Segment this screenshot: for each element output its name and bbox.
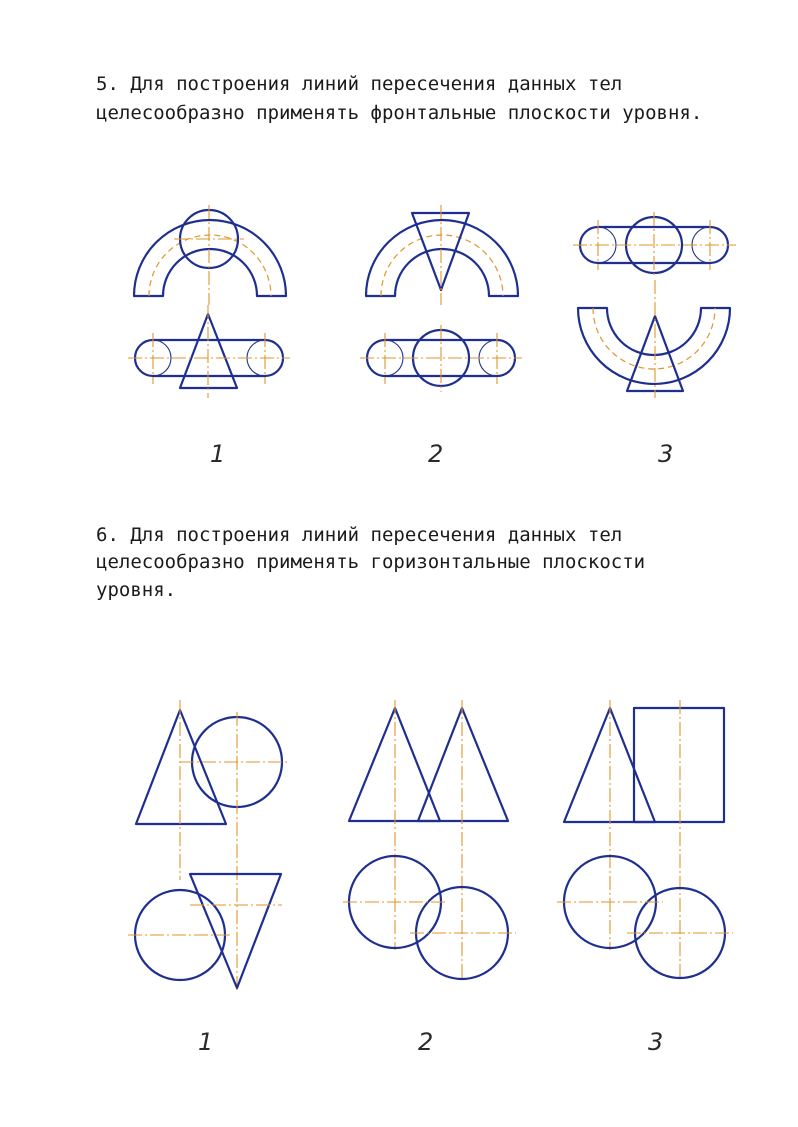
axis-line [360,325,522,392]
half-ring-midline [149,235,271,296]
q5-figure-1 [128,205,290,468]
q5-figure-3 [573,212,736,468]
question-6-text-line-3: уровня. [96,579,177,601]
option-label-6-3: 3 [648,1028,664,1056]
option-label-5-2: 2 [428,440,444,468]
axis-line [395,700,462,980]
axis-line [573,212,736,278]
question-5-text-line-1: 5. Для построения линий пересечения данных тел [96,73,623,95]
cone-outline [136,710,226,824]
q6-figure-2 [343,700,516,1056]
option-label-5-3: 3 [658,440,674,468]
option-label-6-1: 1 [198,1028,214,1056]
q6-figure-3 [557,700,733,1056]
question-6-text-line-1: 6. Для построения линий пересечения данных тел [96,524,623,546]
cone-top-outline [190,874,281,988]
q6-figure-1 [128,700,290,1056]
half-ring-outline [134,220,286,296]
axis-line [557,902,733,933]
option-label-5-1: 1 [210,440,226,468]
cone-outline [418,708,508,821]
question-6-text-line-2: целесообразно применять горизонтальные плоскости [96,551,646,573]
axis-line [610,700,680,980]
q5-figure-2 [360,205,522,468]
option-label-6-2: 2 [418,1028,434,1056]
axis-line [343,902,516,933]
question-5-text-line-2: целесообразно применять фронтальные плоскости уровня. [96,102,703,124]
